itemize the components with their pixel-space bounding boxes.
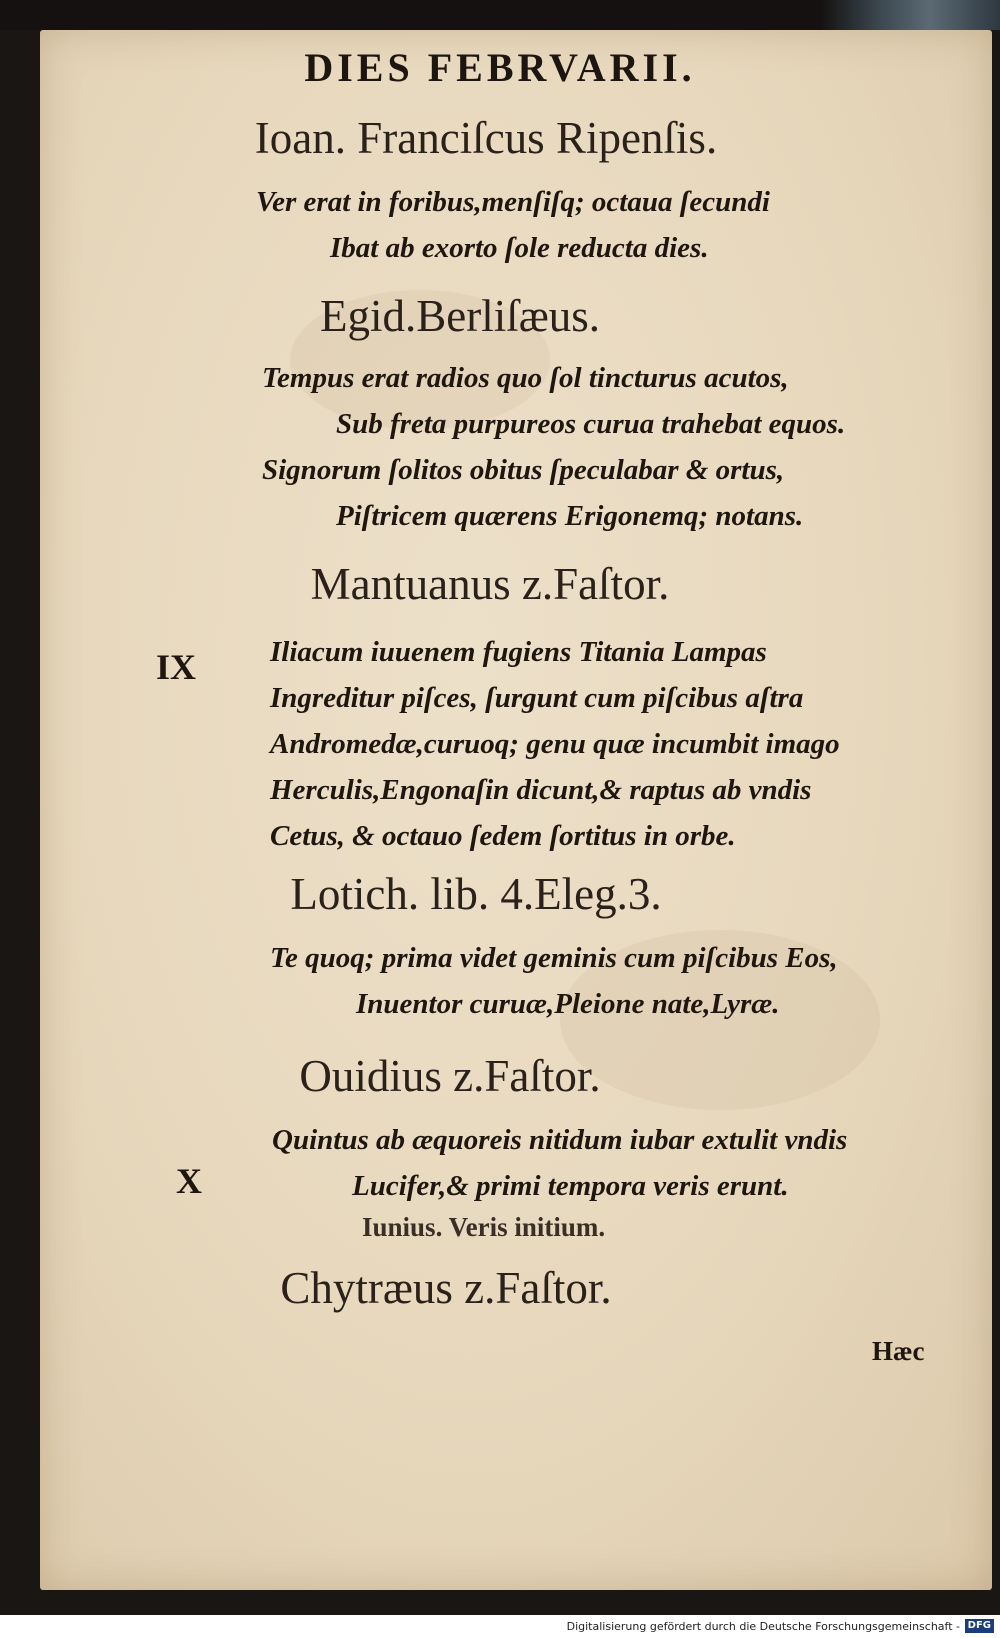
verse-line: Ingreditur piſces, ſurgunt cum piſcibus aſtra [270, 682, 804, 714]
dfg-logo: DFG [965, 1619, 994, 1633]
section-heading: Ouidius z.Faſtor. [299, 1051, 601, 1101]
verse-line: Piſtricem quærens Erigonemq; notans. [336, 500, 804, 532]
verse-line: Tempus erat radios quo ſol tincturus acutos, [262, 362, 789, 394]
verse-line: Andromedæ,curuoq; genu quæ incumbit imago [270, 728, 840, 760]
verse-line: Sub freta purpureos curua trahebat equos. [336, 408, 846, 440]
margin-numeral: X [176, 1161, 202, 1201]
verse-line: Signorum ſolitos obitus ſpeculabar & ortus, [262, 454, 785, 486]
running-head: DIES FEBRVARII. [304, 45, 696, 90]
section-heading: Egid.Berliſæus. [320, 291, 600, 341]
margin-numeral: IX [156, 647, 197, 687]
verse-line: Iliacum iuuenem fugiens Titania Lampas [270, 636, 767, 668]
verse-line: Inuentor curuæ,Pleione nate,Lyræ. [356, 988, 780, 1020]
verse-line: Quintus ab æquoreis nitidum iubar extulit vndis [272, 1124, 848, 1156]
section-heading: Mantuanus z.Faſtor. [310, 559, 670, 609]
verse-line: Lucifer,& primi tempora veris erunt. [352, 1170, 789, 1202]
section-heading: Lotich. lib. 4.Eleg.3. [290, 869, 662, 919]
note-line: Iunius. Veris initium. [362, 1212, 606, 1242]
section-heading: Chytræus z.Faſtor. [280, 1263, 612, 1313]
verse-line: Cetus, & octauo ſedem ſortitus in orbe. [270, 820, 736, 852]
verse-line: Ver erat in foribus,menſiſq; octaua ſecundi [256, 186, 770, 218]
section-heading: Ioan. Franciſcus Ripenſis. [254, 113, 718, 163]
scan-border-top [0, 0, 1000, 30]
verse-line: Ibat ab exorto ſole reducta dies. [330, 232, 709, 264]
catchword: Hæc [872, 1336, 925, 1366]
footer-credit: Digitalisierung gefördert durch die Deutsche Forschungsgemeinschaft - [566, 1620, 960, 1633]
verse-line: Te quoq; prima videt geminis cum piſcibus Eos, [270, 942, 838, 974]
verse-line: Herculis,Engonaſin dicunt,& raptus ab vndis [270, 774, 812, 806]
